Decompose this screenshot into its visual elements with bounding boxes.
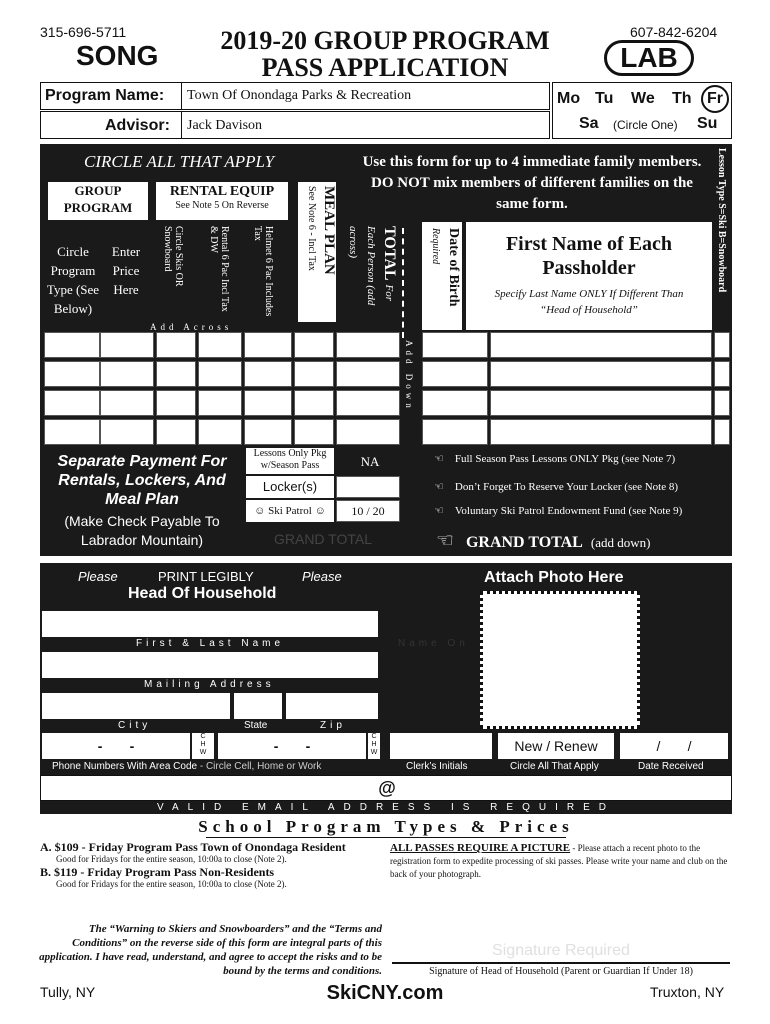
lesson-type-cell[interactable] — [714, 332, 730, 358]
picture-requirement-title: ALL PASSES REQUIRE A PICTURE — [390, 842, 571, 854]
note7-row — [434, 452, 675, 465]
picture-requirement-text: - Please attach a recent photo to the registration form to expedite processing of ski passes. Please write your name and club on the back of your photograph. — [390, 843, 728, 879]
make-check-note: (Make Check Payable To Labrador Mountain) — [64, 513, 220, 548]
phone-label — [52, 761, 321, 772]
day-selector — [552, 82, 732, 139]
first-name-cell[interactable] — [490, 361, 712, 387]
circle-skis-header: Circle Skis OR Snowboard — [162, 226, 184, 287]
circle-one-note: (Circle One) — [613, 118, 678, 132]
site-link[interactable]: SkiCNY.com — [326, 982, 444, 1004]
phone-dashes: - - — [273, 738, 311, 754]
date-slashes: / / — [656, 738, 692, 754]
email-field[interactable] — [40, 775, 732, 801]
total-cell[interactable] — [336, 419, 400, 445]
rental-cell[interactable]: 103.68 — [198, 390, 242, 416]
equip-cell[interactable]: Skis Board — [156, 419, 196, 445]
home-option[interactable]: H — [371, 741, 377, 748]
helmet-pac-header: Helmet 6 Pac Includes Tax — [252, 226, 274, 317]
program-b-desc: Good for Fridays for the entire season, 10:00a to close (Note 2). — [56, 879, 287, 889]
zip-label: Zip — [320, 720, 346, 731]
meal-cell[interactable]: 71.28 — [294, 332, 334, 358]
title-line2: PASS APPLICATION — [261, 53, 509, 82]
day-mo[interactable]: Mo — [557, 90, 581, 107]
picture-requirement — [390, 842, 730, 881]
lockers-label: Locker(s) — [246, 476, 334, 498]
lesson-type-cell[interactable] — [714, 419, 730, 445]
dob-sub: Required — [430, 228, 441, 265]
signature-label: Signature of Head of Household (Parent or Guardian If Under 18) — [429, 966, 693, 977]
equip-cell[interactable]: Skis Board — [156, 361, 196, 387]
program-name-label: Program Name: — [45, 87, 165, 104]
advisor-label: Advisor: — [105, 117, 170, 134]
lesson-type-header: Lesson Type S=Ski B=Snowboard — [716, 148, 727, 293]
household-section — [40, 563, 732, 775]
day-th[interactable]: Th — [672, 90, 692, 107]
dob-header — [426, 228, 462, 328]
rental-pac-header: Rental 6 Pac Incl Tax & DW — [208, 226, 230, 312]
total-cell[interactable] — [336, 361, 400, 387]
add-down-squiggle — [402, 228, 418, 338]
advisor-row — [40, 111, 550, 139]
phone-label-main: Phone Numbers With Area Code — [52, 761, 198, 772]
helmet-cell[interactable]: 32.40 — [244, 332, 292, 358]
state-label: State — [244, 720, 268, 731]
ski-patrol-value[interactable]: 10 / 20 — [336, 500, 400, 522]
meal-cell[interactable]: 71.28 — [294, 390, 334, 416]
brand-song: SONG — [76, 40, 159, 71]
enter-price-header: Enter Price Here — [111, 244, 141, 297]
program-name-field[interactable]: Town Of Onondaga Parks & Recreation — [187, 88, 412, 103]
program-type-cell[interactable]: A or B — [44, 419, 100, 445]
program-b-title: B. $119 - Friday Program Pass Non-Residents — [40, 865, 275, 879]
school-program-heading: School Program Types & Prices — [198, 817, 574, 836]
signature-field[interactable] — [392, 938, 730, 964]
email-required-label: VALID EMAIL ADDRESS IS REQUIRED — [157, 802, 615, 813]
first-name-sub: Specify Last Name ONLY If Different Than “Head of Household” — [494, 288, 684, 316]
phone-field-1[interactable] — [42, 733, 190, 759]
program-a-title: A. $109 - Friday Program Pass Town of Onondaga Resident — [40, 840, 346, 854]
clerk-initials-label: Clerk’s Initials — [406, 761, 468, 772]
chw-selector-2[interactable] — [368, 733, 380, 759]
day-sa[interactable]: Sa — [579, 115, 599, 132]
phone-field-2[interactable] — [218, 733, 366, 759]
meal-plan-header — [302, 186, 338, 318]
advisor-field[interactable]: Jack Davison — [187, 118, 263, 133]
program-a-desc: Good for Fridays for the entire season, 10:00a to close (Note 2). — [56, 854, 287, 864]
rental-equip-header — [156, 182, 288, 220]
work-option[interactable]: W — [370, 749, 378, 756]
at-sign: @ — [378, 778, 396, 798]
signature-placeholder: Signature Required — [492, 942, 630, 959]
dob-cell[interactable] — [422, 390, 488, 416]
mailing-label: Mailing Address — [144, 679, 275, 690]
day-fr-selected[interactable]: Fr — [701, 85, 729, 113]
note8-text: Don’t Forget To Reserve Your Locker (see Note 8) — [454, 481, 679, 493]
new-renew-selector[interactable] — [498, 733, 614, 759]
clerk-initials-field[interactable] — [390, 733, 492, 759]
total-header — [344, 226, 398, 322]
rental-cell[interactable]: 103.68 — [198, 361, 242, 387]
circle-all-heading: CIRCLE ALL THAT APPLY — [84, 152, 275, 171]
please-right: Please — [302, 569, 342, 584]
grand-total-row — [436, 528, 650, 553]
pointing-hand-icon: ☜ — [434, 453, 444, 465]
zip-field[interactable] — [286, 693, 378, 719]
helmet-cell[interactable]: 32.40 — [244, 361, 292, 387]
helmet-cell[interactable]: 32.40 — [244, 419, 292, 445]
home-option[interactable]: H — [200, 741, 206, 748]
date-received-label: Date Received — [638, 761, 704, 772]
date-received-field[interactable] — [620, 733, 728, 759]
price-cell[interactable] — [100, 361, 154, 387]
cell-option[interactable]: C — [200, 733, 206, 740]
first-name-cell[interactable] — [490, 419, 712, 445]
state-field[interactable] — [234, 693, 282, 719]
name-field[interactable] — [42, 611, 378, 637]
dob-cell[interactable] — [422, 361, 488, 387]
add-down-note: (add down) — [590, 535, 651, 550]
grand-total-label: GRAND TOTAL — [465, 534, 583, 551]
pointing-hand-icon: ☜ — [434, 505, 444, 517]
price-cell[interactable] — [100, 332, 154, 358]
phone-right: 607-842-6204 — [630, 24, 718, 40]
lessons-value: NA — [360, 454, 380, 469]
right-town: Truxton, NY — [650, 984, 725, 1000]
first-name-cell[interactable] — [490, 332, 712, 358]
passholder-table — [40, 144, 732, 556]
phone-dashes: - - — [97, 738, 135, 754]
first-last-label: First & Last Name — [136, 638, 285, 649]
price-cell[interactable] — [100, 419, 154, 445]
add-down-label: Add Down — [404, 340, 414, 412]
total-sub: For Each Person (add across) — [347, 226, 395, 306]
brand-lab — [604, 40, 694, 76]
dob-title: Date of Birth — [446, 228, 461, 307]
equip-cell[interactable]: Skis Board — [156, 332, 196, 358]
lesson-type-cell[interactable] — [714, 390, 730, 416]
instructions-text: Use this form for up to 4 immediate family members. DO NOT mix members of different families on the same form. — [362, 154, 702, 212]
price-cell[interactable] — [100, 390, 154, 416]
total-title: TOTAL — [381, 226, 398, 281]
lockers-field[interactable] — [336, 476, 400, 498]
city-label: City — [118, 720, 152, 731]
work-option[interactable]: W — [199, 749, 207, 756]
email-required-bar — [40, 801, 732, 814]
separate-payment-note: Separate Payment For Rentals, Lockers, And Meal Plan — [57, 453, 227, 508]
dob-cell[interactable] — [422, 332, 488, 358]
rental-equip-title: RENTAL EQUIP — [169, 184, 275, 199]
day-we[interactable]: We — [631, 90, 655, 107]
meal-plan-title: MEAL PLAN — [321, 186, 337, 275]
equip-cell[interactable]: Skis Board — [156, 390, 196, 416]
first-name-header: First Name of Each Passholder — [505, 233, 673, 279]
city-field[interactable] — [42, 693, 230, 719]
new-renew-text: New / Renew — [514, 738, 598, 754]
print-legibly: PRINT LEGIBLY — [158, 569, 254, 584]
group-program-header: GROUP PROGRAM — [48, 182, 148, 220]
title-line1: 2019-20 GROUP PROGRAM — [220, 26, 550, 55]
circle-all-apply-label: Circle All That Apply — [510, 761, 599, 772]
dob-cell[interactable] — [422, 419, 488, 445]
note8-row — [434, 480, 678, 493]
program-type-cell[interactable]: A or B — [44, 361, 100, 387]
cell-option[interactable]: C — [371, 733, 377, 740]
add-across-label: Add Across — [150, 322, 233, 332]
attach-photo-label: Attach Photo Here — [484, 569, 624, 586]
first-name-cell[interactable] — [490, 390, 712, 416]
terms-warning: The “Warning to Skiers and Snowboarders” and the “Terms and Conditions” on the reverse side of this form are integral parts of this application. I have read, understand, and agree to accept the risks and to be bound by the terms and conditions. — [39, 923, 382, 977]
meal-cell[interactable]: 68.04 — [294, 419, 334, 445]
program-type-cell[interactable]: A or B — [44, 390, 100, 416]
helmet-cell[interactable]: 32.40 — [244, 390, 292, 416]
meal-cell[interactable]: 71.28 — [294, 361, 334, 387]
day-su[interactable]: Su — [697, 115, 718, 132]
please-left: Please — [78, 569, 118, 584]
phone-label-sub: - Circle Cell, Home or Work — [197, 761, 322, 772]
circle-program-type-header: Circle Program Type (See Below) — [46, 244, 100, 316]
chw-selector-1[interactable] — [192, 733, 214, 759]
note9-row — [434, 504, 682, 517]
pointing-hand-icon: ☜ — [434, 481, 444, 493]
left-town: Tully, NY — [40, 984, 96, 1000]
total-cell[interactable] — [336, 390, 400, 416]
head-of-household-label: Head Of Household — [128, 585, 277, 602]
note9-text: Voluntary Ski Patrol Endowment Fund (see Note 9) — [454, 505, 683, 517]
rental-cell[interactable]: 103.68 — [198, 332, 242, 358]
pointing-hand-icon: ☜ — [436, 530, 454, 552]
rental-cell[interactable]: 103.68 — [198, 419, 242, 445]
rental-equip-note: See Note 5 On Reverse — [175, 200, 269, 211]
ski-patrol-label: ☺ Ski Patrol ☺ — [246, 500, 334, 522]
note7-text: Full Season Pass Lessons ONLY Pkg (see Note 7) — [454, 453, 676, 465]
day-tu[interactable]: Tu — [595, 90, 614, 107]
brand-lab-text: LAB — [620, 42, 678, 73]
program-type-cell[interactable]: A or B — [44, 332, 100, 358]
name-on-label: Name On — [398, 638, 469, 649]
photo-box[interactable] — [480, 591, 640, 729]
meal-plan-note: See Note 6 - Incl Tax — [306, 186, 317, 271]
phone-left: 315-696-5711 — [40, 24, 127, 40]
program-name-row — [40, 82, 550, 110]
lessons-only-label: Lessons Only Pkg w/Season Pass — [246, 448, 334, 474]
grand-total-field[interactable]: GRAND TOTAL — [273, 531, 373, 547]
lesson-type-cell[interactable] — [714, 361, 730, 387]
total-cell[interactable] — [336, 332, 400, 358]
mailing-field[interactable] — [42, 652, 378, 678]
